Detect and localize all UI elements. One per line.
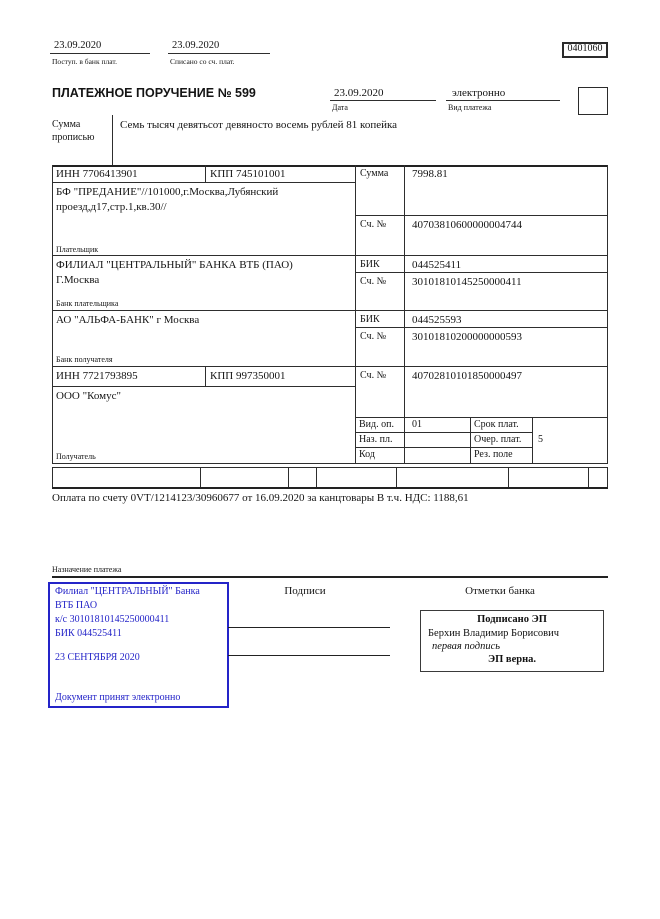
stamp-bik: БИК 044525411 — [55, 628, 122, 639]
payer-section-border — [52, 255, 608, 256]
payee-inn: ИНН 7721793895 — [56, 370, 138, 382]
payer-label: Плательщик — [56, 245, 99, 254]
payer-bank-name-line1: ФИЛИАЛ "ЦЕНТРАЛЬНЫЙ" БАНКА ВТБ (ПАО) — [56, 259, 293, 271]
table-right-border — [607, 165, 608, 463]
stamp-corr-account: к/с 30101810145250000411 — [55, 614, 170, 625]
footer-top-border — [52, 576, 608, 578]
payer-bank-label: Банк плательщика — [56, 299, 119, 308]
reserve-field-label: Рез. поле — [474, 449, 513, 460]
payer-bank-bik-value: 044525411 — [412, 259, 462, 271]
strip-cell-border — [288, 467, 289, 487]
debited-date: 23.09.2020 — [172, 40, 220, 51]
payment-kind: электронно — [452, 87, 506, 99]
signer-name: Берхин Владимир Борисович — [428, 628, 559, 639]
sum-account-divider — [355, 215, 608, 216]
priority-value: 5 — [538, 434, 543, 445]
signature-line-1 — [228, 627, 390, 628]
payee-bank-account-value: 30101810200000000593 — [412, 331, 522, 343]
payment-kind-underline — [446, 100, 560, 101]
payer-inn-kpp-divider — [205, 165, 206, 182]
payee-account-label: Сч. № — [360, 370, 387, 381]
payee-bank-name: АО "АЛЬФА-БАНК" г Москва — [56, 314, 200, 326]
amount-words-label-line2: прописью — [52, 132, 95, 143]
signatures-heading: Подписи — [284, 585, 326, 597]
payer-bank-bik-acct-divider — [355, 272, 608, 273]
payer-inn: ИНН 7706413901 — [56, 168, 138, 180]
payer-name-line2: проезд,д17,стр.1,кв.30// — [56, 201, 167, 213]
op-grid-row-border-1 — [355, 432, 533, 433]
debited-label: Списано со сч. плат. — [170, 57, 235, 66]
payee-inn-kpp-divider — [205, 366, 206, 386]
payee-account-value: 40702810101850000497 — [412, 370, 522, 382]
table-label-value-divider — [404, 165, 405, 463]
payer-inn-row-border — [52, 182, 355, 183]
electronic-signature-box — [420, 610, 604, 672]
payee-bank-bik-acct-divider — [355, 327, 608, 328]
strip-cell-border — [508, 467, 509, 487]
strip-cell-border — [316, 467, 317, 487]
stamp-accepted-note: Документ принят электронно — [55, 692, 181, 703]
payee-bank-label: Банк получателя — [56, 355, 113, 364]
payer-account-value: 40703810600000004744 — [412, 219, 522, 231]
form-code: 0401060 — [567, 43, 603, 54]
payer-bank-name-line2: Г.Москва — [56, 274, 100, 286]
bank-marks-heading: Отметки банка — [465, 585, 535, 597]
code-label: Код — [359, 449, 375, 460]
sum-value: 7998.81 — [412, 168, 448, 180]
payee-inn-row-border — [52, 386, 355, 387]
table-bottom-border — [52, 463, 608, 464]
payer-bank-bik-label: БИК — [360, 259, 380, 270]
table-main-divider — [355, 165, 356, 463]
strip-top-border — [52, 467, 608, 468]
payee-bank-section-border — [52, 366, 608, 367]
strip-cell-border — [588, 467, 589, 487]
document-date: 23.09.2020 — [334, 87, 384, 99]
ep-valid-note: ЭП верна. — [487, 654, 536, 665]
priority-label: Очер. плат. — [474, 434, 522, 445]
received-in-bank-label: Поступ. в банк плат. — [52, 57, 117, 66]
date-label: Дата — [332, 103, 348, 112]
table-top-border — [52, 165, 608, 167]
payer-bank-section-border — [52, 310, 608, 311]
header-checkbox — [578, 87, 608, 115]
op-grid-value-divider — [470, 417, 471, 463]
signature-line-2 — [228, 655, 390, 656]
strip-cell-border — [200, 467, 201, 487]
payment-purpose-label: Назначение платежа — [52, 565, 122, 574]
payee-name: ООО "Комус" — [56, 390, 121, 402]
payer-name-line1: БФ "ПРЕДАНИЕ"//101000,г.Москва,Лубянский — [56, 186, 279, 198]
received-in-bank-date: 23.09.2020 — [54, 40, 102, 51]
payee-bank-bik-label: БИК — [360, 314, 380, 325]
sum-label: Сумма — [360, 168, 389, 179]
op-grid-row-border-2 — [355, 447, 533, 448]
signed-ep-title: Подписано ЭП — [477, 614, 547, 625]
debited-date-underline — [168, 53, 270, 54]
payment-kind-label: Вид платежа — [448, 103, 492, 112]
op-grid-top-border — [355, 417, 608, 418]
payee-kpp: КПП 997350001 — [210, 370, 286, 382]
payer-bank-account-label: Сч. № — [360, 276, 387, 287]
amount-words-divider — [112, 115, 113, 165]
amount-words-label-line1: Сумма — [52, 119, 81, 130]
op-type-label: Вид. оп. — [359, 419, 394, 430]
stamp-bank-name-line2: ВТБ ПАО — [55, 600, 98, 611]
payment-purpose-text: Оплата по счету 0VT/1214123/30960677 от 16.09.2020 за канцтовары В т.ч. НДС: 1188,61 — [52, 492, 469, 504]
strip-cell-border — [52, 467, 53, 487]
date-underline — [330, 100, 436, 101]
table-left-border — [52, 165, 53, 463]
stamp-bank-name-line1: Филиал "ЦЕНТРАЛЬНЫЙ" Банка — [55, 586, 200, 597]
stamp-date: 23 СЕНТЯБРЯ 2020 — [55, 652, 140, 663]
op-grid-right-divider — [532, 417, 533, 463]
payer-kpp: КПП 745101001 — [210, 168, 286, 180]
payee-bank-bik-value: 044525593 — [412, 314, 462, 326]
payee-bank-account-label: Сч. № — [360, 331, 387, 342]
strip-cell-border — [396, 467, 397, 487]
document-title: ПЛАТЕЖНОЕ ПОРУЧЕНИЕ № 599 — [52, 86, 256, 100]
received-date-underline — [50, 53, 150, 54]
bank-stamp — [48, 582, 229, 708]
payer-account-label: Сч. № — [360, 219, 387, 230]
purpose-code-label: Наз. пл. — [359, 434, 393, 445]
due-date-label: Срок плат. — [474, 419, 519, 430]
strip-bottom-border — [52, 487, 608, 489]
payer-bank-account-value: 30101810145250000411 — [412, 276, 522, 288]
signature-type: первая подпись — [432, 641, 501, 652]
payee-label: Получатель — [56, 452, 96, 461]
strip-cell-border — [607, 467, 608, 487]
amount-in-words: Семь тысяч девятьсот девяносто восемь рублей 81 копейка — [120, 119, 398, 131]
op-type-value: 01 — [412, 419, 422, 430]
